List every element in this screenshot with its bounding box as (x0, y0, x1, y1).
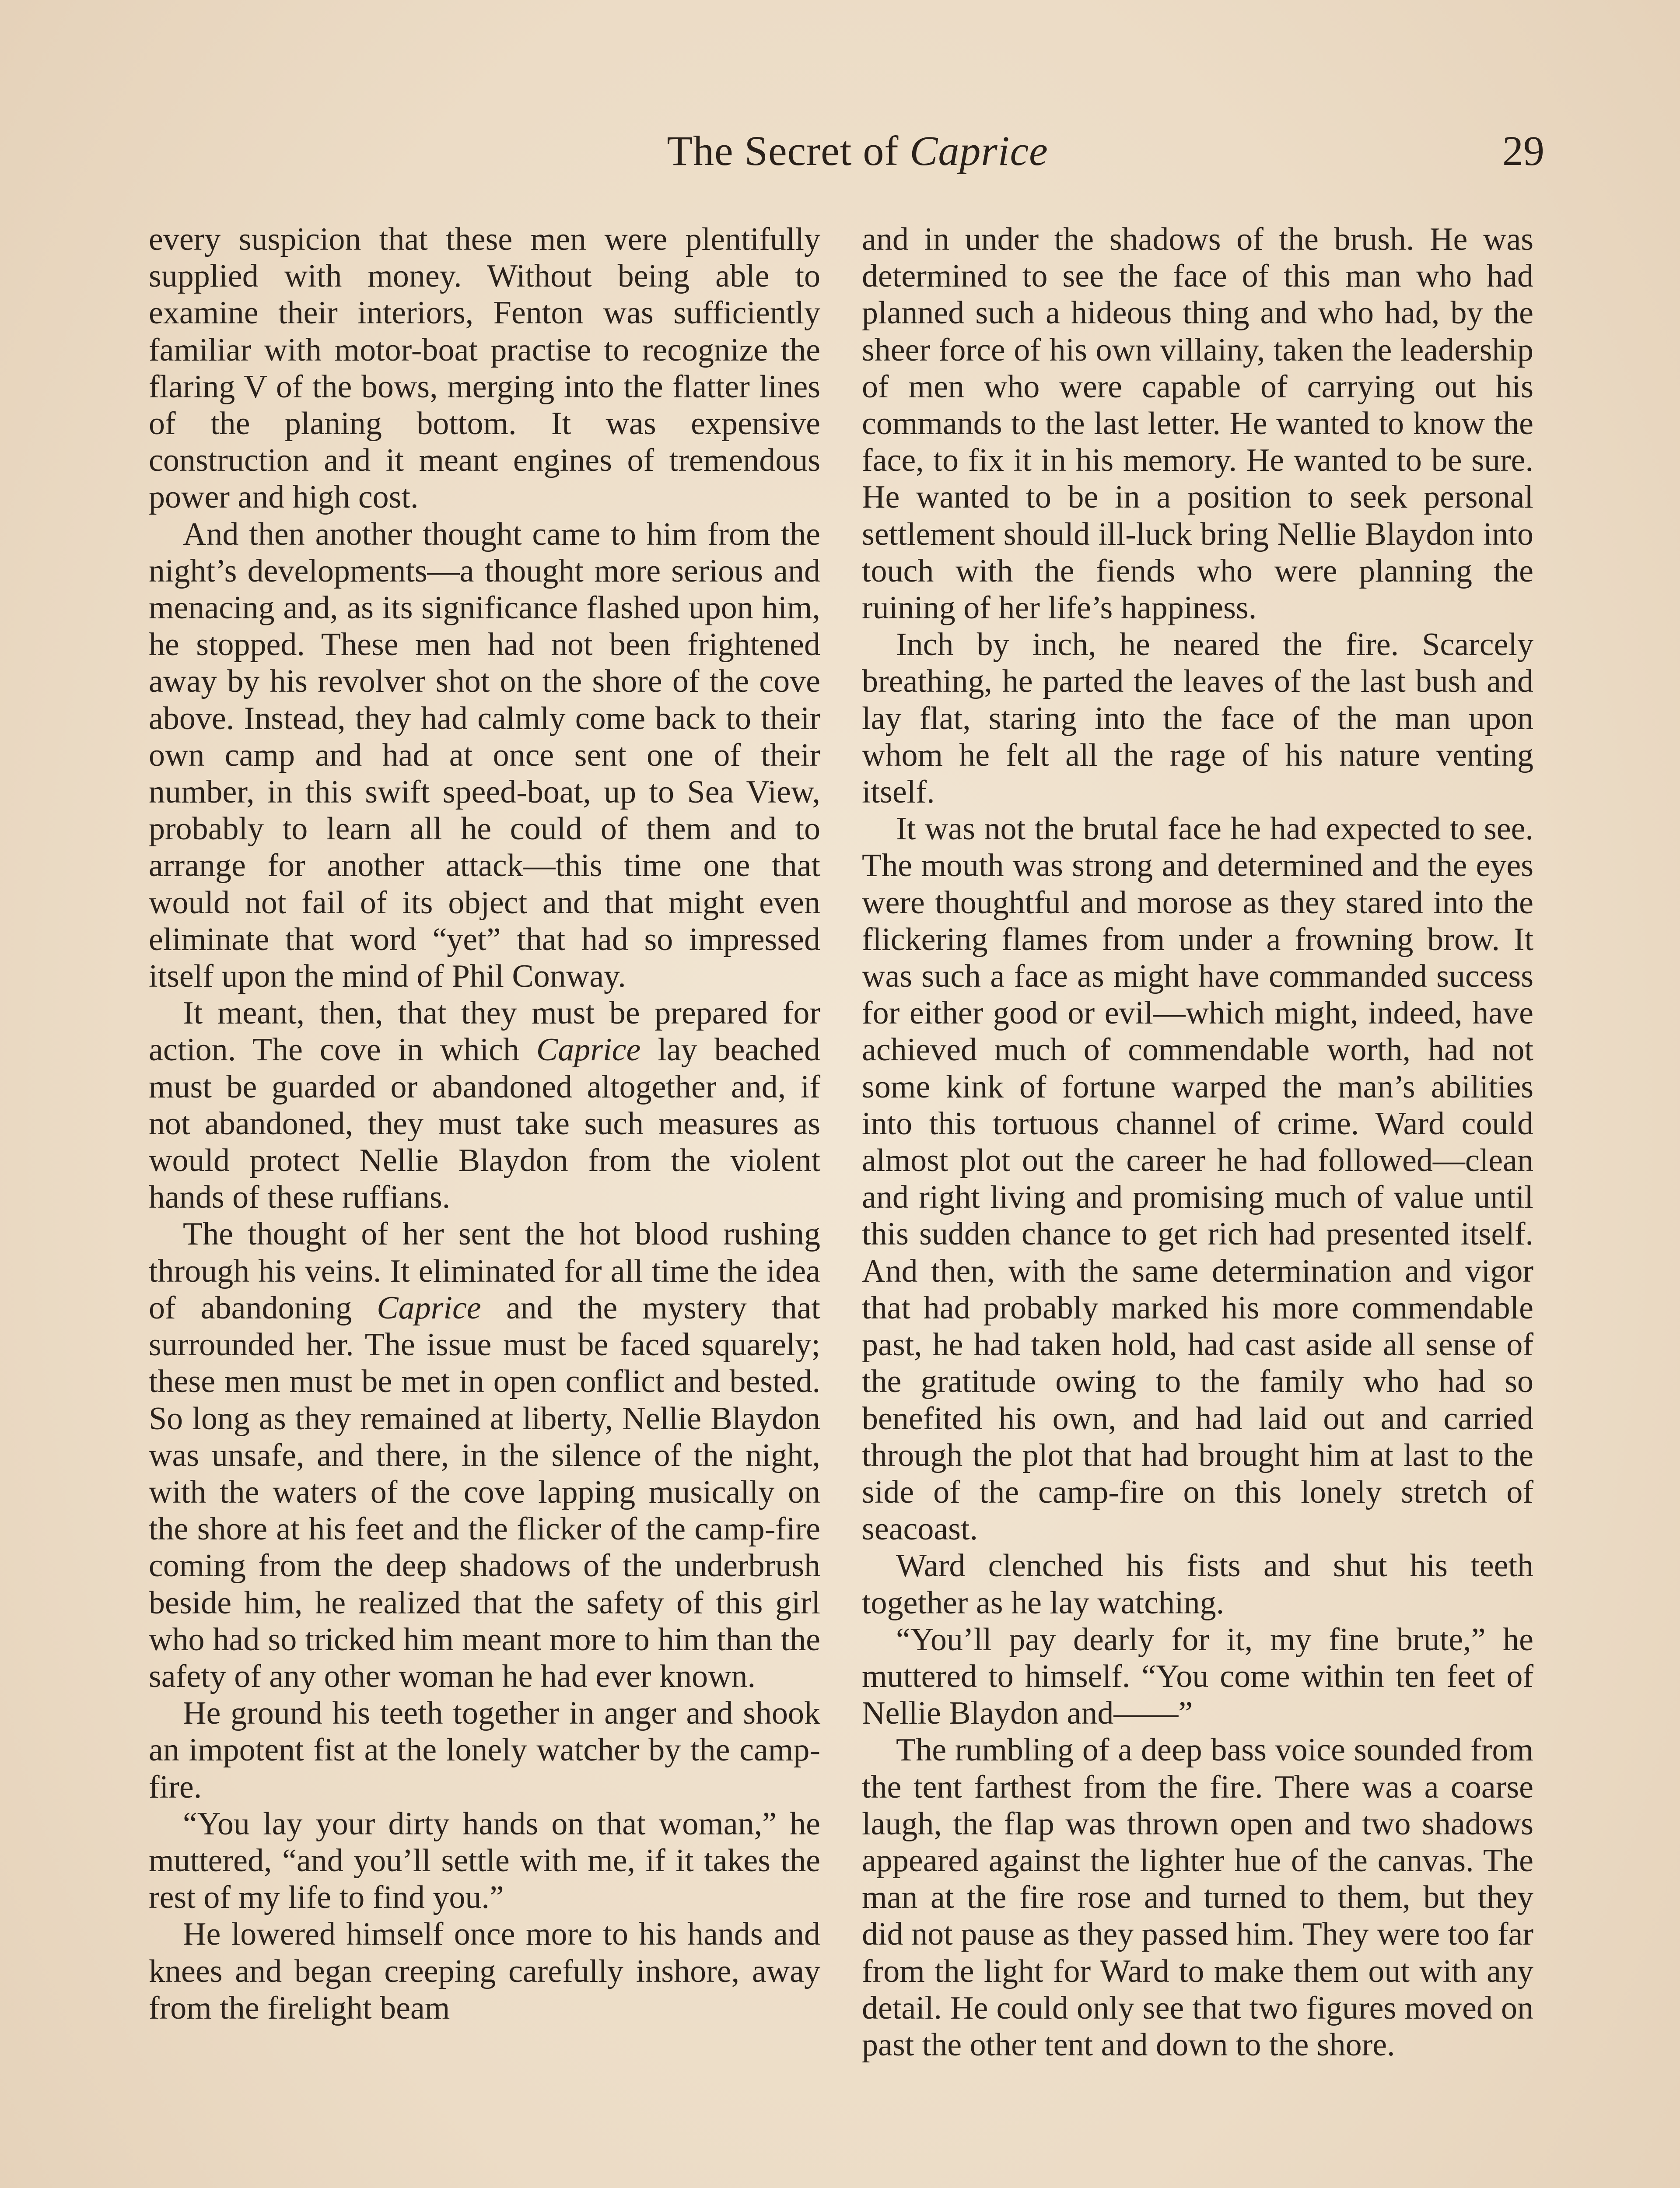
text-run: and the mystery that surrounded her. The issue must be faced squarely; these men must be met in open conflict and bested. So long as they remained at liberty, Nellie Blaydon was unsafe, and there, in the silence of the night, with the waters of the cove lapping musically on the shore at his feet and the flicker of the camp-fire coming from the deep shadows of the underbrush beside him, he realized that the safety of this girl who had so tricked him meant more to him than the safety of any other woman he had ever known. (149, 1290, 820, 1694)
running-head-text: The Secret of (667, 127, 910, 174)
paragraph: Inch by inch, he neared the fire. Scarcely breathing, he parted the leaves of the last bush and lay flat, staring into the face of the man upon whom he felt all the rage of his nature venting itself. (862, 627, 1533, 810)
paragraph: And then another thought came to him from the night’s developments—a thought more serious and menacing and, as its significance flashed upon him, he stopped. These men had not been frightened away by his revolver shot on the shore of the cove above. Instead, they had calmly come back to their own camp and had at once sent one of their number, in this swift speed-boat, up to Sea View, probably to learn all he could of them and to arrange for another attack—this time one that would not fail of its object and that might even eliminate that word “yet” that had so impressed itself upon the mind of Phil Conway. (149, 516, 820, 995)
running-head (604, 127, 1111, 175)
paragraph: Ward clenched his fists and shut his teeth together as he lay watching. (862, 1548, 1533, 1621)
paragraph: It was not the brutal face he had expected to see. The mouth was strong and determined and the eyes were thoughtful and morose as they stared into the flickering flames from under a frowning brow. It was such a face as might have commanded success for either good or evil—which might, indeed, have achieved much of commendable worth, had not some kink of fortune warped the man’s abilities into this tortuous channel of crime. Ward could almost plot out the career he had followed—clean and right living and promising much of value until this sudden chance to get rich had presented itself. And then, with the same determination and vigor that had probably marked his more commendable past, he had taken hold, had cast aside all sense of the gratitude owing to the family who had so benefited his own, and had laid out and carried through the plot that had brought him at last to the side of the camp-fire on this lonely stretch of seacoast. (862, 811, 1533, 1547)
paragraph: every suspicion that these men were plentifully supplied with money. Without being able to examine their interiors, Fenton was sufficiently familiar with motor-boat practise to recognize the flaring V of the bows, merging into the flatter lines of the planing bottom. It was expensive construction and it meant engines of tremendous power and high cost. (149, 221, 820, 515)
paragraph: “You’ll pay dearly for it, my fine brute,” he muttered to himself. “You come within ten feet of Nellie Blaydon and——” (862, 1621, 1533, 1732)
paragraph (149, 1216, 820, 1695)
paragraph: He lowered himself once more to his hands and knees and began creeping carefully inshore, away from the firelight beam (149, 1916, 820, 2026)
paragraph: The rumbling of a deep bass voice sounded from the tent farthest from the fire. There was a coarse laugh, the flap was thrown open and two shadows appeared against the lighter hue of the canvas. The man at the fire rose and turned to them, but they did not pause as they passed him. They were too far from the light for Ward to make them out with any detail. He could only see that two figures moved on past the other tent and down to the shore. (862, 1732, 1533, 2063)
italic-boat-name: Caprice (377, 1290, 481, 1326)
left-column (149, 221, 820, 2027)
text-run: lay beached must be guarded or abandoned altogether and, if not abandoned, they must take such measures as would protect Nellie Blaydon from the violent hands of these ruffians. (149, 1032, 820, 1216)
paragraph: He ground his teeth together in anger and shook an impotent fist at the lonely watcher by the camp-fire. (149, 1695, 820, 1805)
right-column (862, 221, 1533, 2063)
text-run: The thought of her sent the hot blood rushing through his veins. It eliminated for all time the idea of abandoning (149, 1216, 820, 1326)
paragraph: “You lay your dirty hands on that woman,” he muttered, “and you’ll settle with me, if it takes the rest of my life to find you.” (149, 1806, 820, 1916)
paragraph: and in under the shadows of the brush. He was determined to see the face of this man who had planned such a hideous thing and who had, by the sheer force of his own villainy, taken the leadership of men who were capable of carrying out his commands to the last letter. He wanted to know the face, to fix it in his memory. He wanted to be sure. He wanted to be in a position to seek personal settlement should ill-luck bring Nellie Blaydon into touch with the fiends who were planning the ruining of her life’s happiness. (862, 221, 1533, 626)
paragraph (149, 995, 820, 1216)
page-number: 29 (1502, 127, 1544, 174)
text-run: It meant, then, that they must be prepared for action. The cove in which (149, 995, 820, 1068)
italic-boat-name: Caprice (536, 1032, 641, 1068)
running-head-italic-title: Caprice (910, 127, 1048, 174)
